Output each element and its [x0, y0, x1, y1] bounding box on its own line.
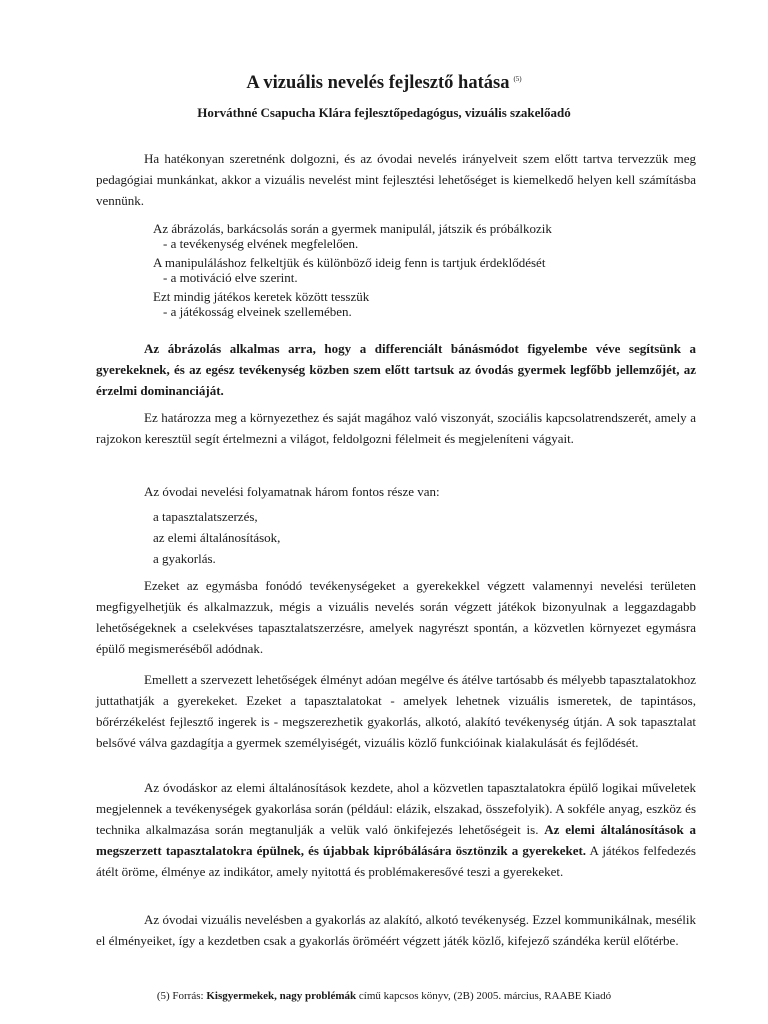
footnote-suffix: című kapcsos könyv, (2B) 2005. március, RAABE Kiadó	[358, 990, 612, 1002]
paragraph-experiences: Emellett a szervezett lehetőségek élményt adóan megélve és átélve tartósabb és mélyebb tapasztalatokhoz juttathatják a gyerekeket. Ezeket a tapasztalatokat - amelyek lehetnek vizuális ismeretek, de tapintásos, bőrérzékelést fejlesztő ingerek is - megszerezhetik gyakorlás, alkotó, alakító tevékenység útján. A sok tapasztalat belsővé válva gazdagítja a gyermek személyiségét, vizuális közlő funkcióinak kialakulását és fejlődését.	[96, 672, 696, 750]
principle-sub: - a motiváció elve szerint.	[163, 270, 298, 285]
paragraph-activities: Ezeket az egymásba fonódó tevékenységeket a gyerekekkel végzett valamennyi nevelési területen megfigyelhetjük és alkalmazzuk, mégis a vizuális nevelés során végzett játékok bizonyulnak a leggazdagabb lehetőségeknek a cselekvéses tapasztalatszerzésre, amelyek nagyrészt spontán, a közvetlen környezet egymásra épülő megismeréséből adódnak.	[96, 578, 696, 656]
principle-line: Ezt mindig játékos keretek között tesszük	[153, 289, 370, 304]
paragraph-process-intro: Az óvodai nevelési folyamatnak három fontos része van:	[144, 484, 440, 499]
generalization-bold: Az elemi általánosítások a megszerzett tapasztalatokra épülnek, és újabbak kipróbálására ösztönzik a gyerekeket.	[96, 822, 697, 858]
title-footnote-ref: (5)	[513, 75, 522, 83]
footnote-book-title: Kisgyermekek, nagy problémák	[206, 990, 357, 1002]
principle-sub: - a tevékenység elvének megfelelően.	[163, 236, 359, 251]
list-item: a tapasztalatszerzés,	[153, 509, 258, 524]
list-item: a gyakorlás.	[153, 551, 216, 566]
generalization-start: Az óvodáskor az elemi általánosítások kezdete, ahol a közvetlen tapasztalatokra épülő logikai műveletek megjelennek a tevékenységek gyakorlása során (például: elázik, elszakad, összefolyik). A sokféle anyag, eszköz és technika alkalmazása során megtanulják a velük való önkifejezés lehetőségeit is.	[96, 780, 696, 837]
process-list	[153, 506, 553, 569]
principle-line: A manipuláláshoz felkeltjük és különböző ideig fenn is tartjuk érdeklődését	[153, 255, 546, 270]
title-text: A vizuális nevelés fejlesztő hatása	[246, 73, 510, 94]
author-line: Horváthné Csapucha Klára fejlesztőpedagógus, vizuális szakelőadó	[197, 105, 571, 120]
footnote	[0, 989, 768, 1003]
generalization-end: A játékos felfedezés átélt öröme, élménye az indikátor, amely nyitottá és problémakeresővé teszi a gyerekeket.	[96, 843, 696, 879]
paragraph-practice: Az óvodai vizuális nevelésben a gyakorlás az alakító, alkotó tevékenység. Ezzel kommunikálnak, mesélik el élményeiket, így a kezdetben csak a gyakorlás öröméért végzett játék közlő, kifejező szándéka kerül előtérbe.	[96, 912, 696, 948]
page-title	[0, 67, 768, 95]
principle-line: Az ábrázolás, barkácsolás során a gyermek manipulál, játszik és próbálkozik	[153, 221, 552, 236]
paragraph-generalization	[96, 777, 696, 882]
list-item: az elemi általánosítások,	[153, 530, 281, 545]
paragraph-bold-emphasis: Az ábrázolás alkalmas arra, hogy a differenciált bánásmódot figyelembe véve segítsünk a gyerekeknek, és az egész tevékenység közben szem előtt tartsuk az óvodás gyermek legfőbb jellemzőjét, az érzelmi dominanciáját.	[96, 341, 696, 398]
paragraph-intro: Ha hatékonyan szeretnénk dolgozni, és az óvodai nevelés irányelveit szem előtt tartva tervezzük meg pedagógiai munkánkat, akkor a vizuális nevelést mint fejlesztési lehetőséget is kiemelkedő helyen kell számításba vennünk.	[96, 151, 696, 208]
principle-sub: - a játékosság elveinek szellemében.	[163, 304, 352, 319]
paragraph-relations: Ez határozza meg a környezethez és saját magához való viszonyát, szociális kapcsolatrendszerét, amely a rajzokon keresztül segít értelmezni a világot, feldolgozni félelmeit és megjeleníteni vágyait.	[96, 410, 696, 446]
principles-block	[153, 221, 693, 319]
footnote-prefix: (5) Forrás:	[156, 990, 204, 1002]
